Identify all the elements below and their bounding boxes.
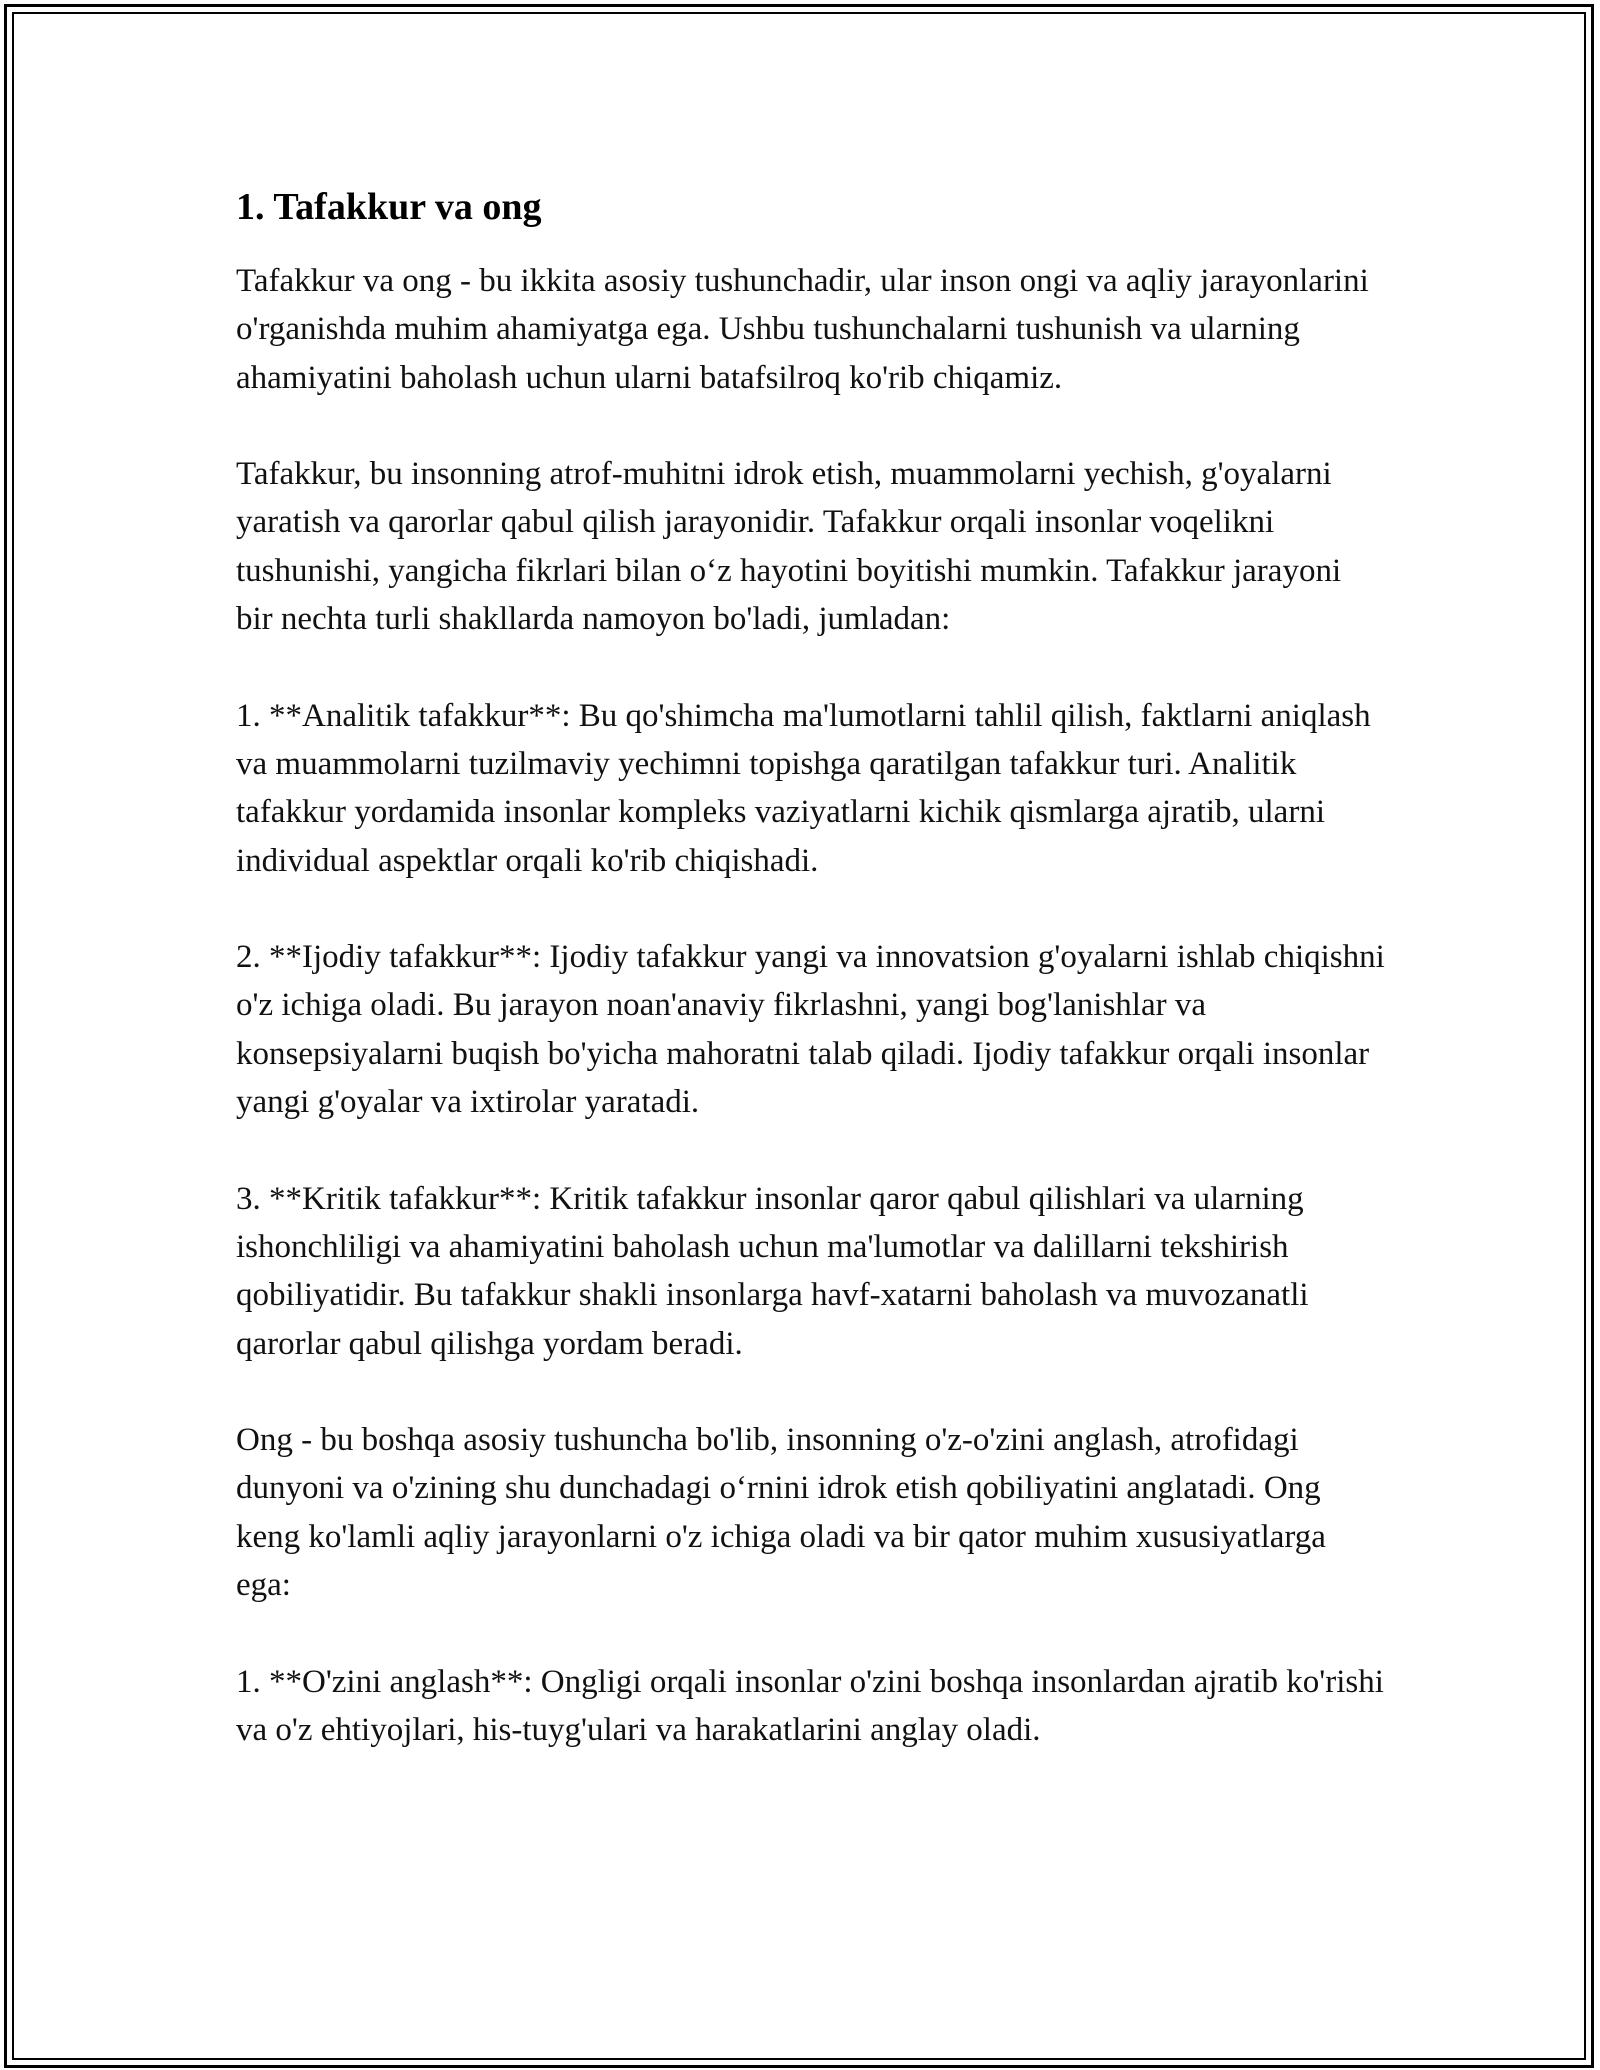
list-item-ijodiy-tafakkur: 2. **Ijodiy tafakkur**: Ijodiy tafakkur yangi va innovatsion g'oyalarni ishlab chiqishni o'z ichiga oladi. Bu jarayon noan'anaviy fikrlashni, yangi bog'lanishlar va konsepsiyalarni buqish bo'yicha mahoratni talab qiladi. Ijodiy tafakkur orqali insonlar yangi g'oyalar va ixtirolar yaratadi. xyxy=(236,939,1385,1121)
paragraph-ong-definition: Ong - bu boshqa asosiy tushuncha bo'lib, insonning o'z-o'zini anglash, atrofidagi dunyoni va o'zining shu dunchadagi o‘rnini idrok etish qobiliyatini anglatadi. Ong keng ko'lamli aqliy jarayonlarni o'z ichiga oladi va bir qator muhim xususiyatlarga ega: xyxy=(236,1422,1326,1604)
list-item-analitik-tafakkur: 1. **Analitik tafakkur**: Bu qo'shimcha ma'lumotlarni tahlil qilish, faktlarni aniqlash va muammolarni tuzilmaviy yechimni topishga qaratilgan tafakkur turi. Analitik tafakkur yordamida insonlar kompleks vaziyatlarni kichik qismlarga ajratib, ularni individual aspektlar orqali ko'rib chiqishadi. xyxy=(236,697,1371,879)
list-item-ozini-anglash: 1. **O'zini anglash**: Ongligi orqali insonlar o'zini boshqa insonlardan ajratib ko'rishi va o'z ehtiyojlari, his-tuyg'ulari va harakatlarini anglay oladi. xyxy=(236,1663,1384,1748)
list-item-kritik-tafakkur: 3. **Kritik tafakkur**: Kritik tafakkur insonlar qaror qabul qilishlari va ularning ishonchliligi va ahamiyatini baholash uchun ma'lumotlar va dalillarni tekshirish qobiliyatidir. Bu tafakkur shakli insonlarga havf-xatarni baholash va muvozanatli qarorlar qabul qilishga yordam beradi. xyxy=(236,1180,1309,1362)
paragraph-tafakkur-definition: Tafakkur, bu insonning atrof-muhitni idrok etish, muammolarni yechish, g'oyalarni yaratish va qarorlar qabul qilish jarayonidir. Tafakkur orqali insonlar voqelikni tushunishi, yangicha fikrlari bilan o‘z hayotini boyitishi mumkin. Tafakkur jarayoni bir nechta turli shakllarda namoyon bo'ladi, jumladan: xyxy=(236,456,1342,638)
paragraph-intro: Tafakkur va ong - bu ikkita asosiy tushunchadir, ular inson ongi va aqliy jarayonlarini o'rganishda muhim ahamiyatga ega. Ushbu tushunchalarni tushunish va ularning ahamiyatini baholash uchun ularni batafsilroq ko'rib chiqamiz. xyxy=(236,263,1369,396)
document-body xyxy=(236,185,1386,1754)
section-heading: 1. Tafakkur va ong xyxy=(236,186,542,228)
